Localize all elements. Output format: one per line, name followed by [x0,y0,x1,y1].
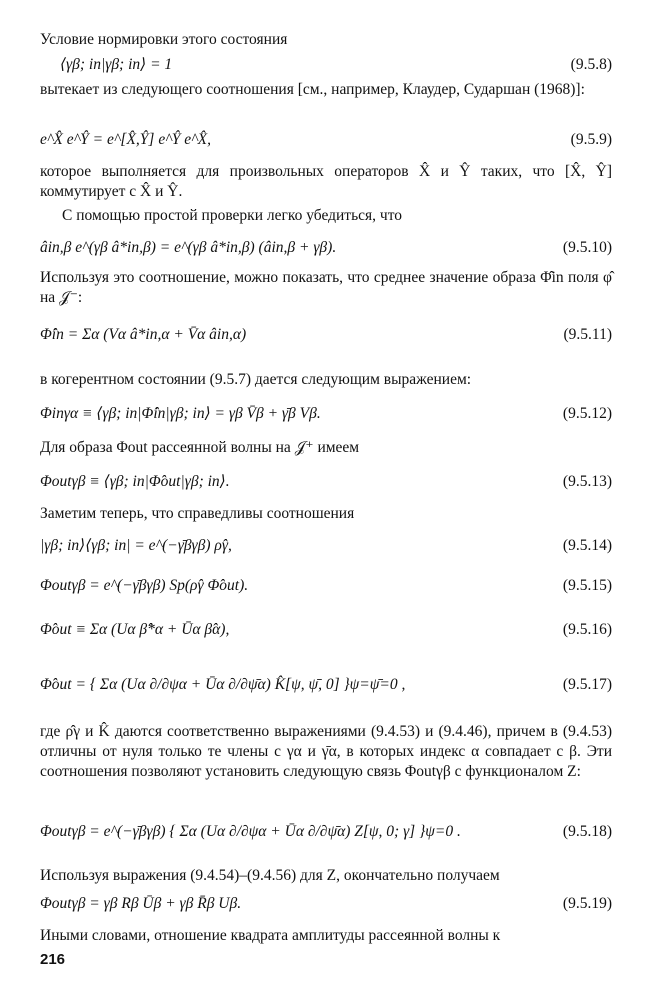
equation-number: (9.5.14) [562,537,612,554]
equation-9-5-12 [40,404,612,428]
equation-formula: Φ̂out ≡ Σα (Uα β̂*α + Ūα β̂α), [40,621,230,638]
equation-9-5-17 [40,675,612,699]
equation-number: (9.5.10) [562,239,612,256]
equation-9-5-18 [40,822,612,846]
paragraph-3: которое выполняется для произвольных операторов X̂ и Ŷ таких, что [X̂, Ŷ] коммутирует с X̂ и Ŷ. [40,163,612,201]
equation-formula: Φ̂in = Σα (Vα â*in,α + V̄α âin,α) [40,326,247,343]
paragraph-1: Условие нормировки этого состояния [40,31,288,48]
equation-formula: Φinγα ≡ ⟨γβ; in|Φ̂in|γβ; in⟩ = γβ V̄β + γ̄β Vβ. [40,405,321,422]
equation-9-5-16 [40,620,612,644]
equation-9-5-11 [40,325,612,349]
equation-number: (9.5.12) [562,405,612,422]
equation-9-5-13 [40,472,612,496]
equation-9-5-14 [40,536,612,560]
paragraph-11: Иными словами, отношение квадрата амплитуды рассеянной волны к [40,927,501,944]
equation-number: (9.5.11) [563,326,612,343]
paragraph-2: вытекает из следующего соотношения [см., например, Клаудер, Сударшан (1968)]: [40,81,585,98]
paragraph-5: Используя это соотношение, можно показать, что среднее значение образа Φ̂in поля φ̂ на 𝒥⁻: [40,269,612,307]
equation-number: (9.5.17) [562,676,612,693]
equation-number: (9.5.19) [562,895,612,912]
equation-number: (9.5.9) [570,131,612,148]
equation-9-5-19 [40,894,612,918]
equation-number: (9.5.8) [570,56,612,73]
paragraph-4: С помощью простой проверки легко убедиться, что [62,207,403,224]
equation-formula: âin,β e^(γβ â*in,β) = e^(γβ â*in,β) (âin,β + γβ). [40,239,337,256]
equation-number: (9.5.16) [562,621,612,638]
equation-formula: |γβ; in⟩⟨γβ; in| = e^(−γ̄βγβ) ρ̂γ, [40,537,232,554]
paragraph-9: где ρ̂γ и K̂ даются соответственно выражениями (9.4.53) и (9.4.46), причем в (9.4.53) отличны от нуля только те члены с γα и γ̄α, в которых индекс α совпадает с β. Эти соотношения позволяют установить следующую связь Φoutγβ с функционалом Z: [40,723,612,781]
page-number: 216 [40,951,66,968]
equation-9-5-9 [40,130,612,154]
equation-number: (9.5.18) [562,823,612,840]
equation-9-5-10 [40,238,612,262]
equation-number: (9.5.15) [562,577,612,594]
paragraph-6: в когерентном состоянии (9.5.7) дается следующим выражением: [40,371,472,388]
equation-formula: Φoutγβ = e^(−γ̄βγβ) { Σα (Uα ∂/∂ψα + Ūα ∂/∂ψ̄α) Z[ψ, 0; γ] }ψ=0 . [40,823,461,840]
equation-9-5-8 [40,55,612,79]
equation-number: (9.5.13) [562,473,612,490]
equation-formula: Φ̂out = { Σα (Uα ∂/∂ψα + Ūα ∂/∂ψ̄α) K̂[ψ, ψ̄, 0] }ψ=ψ̄=0 , [40,676,406,693]
equation-formula: ⟨γβ; in|γβ; in⟩ = 1 [60,56,173,73]
equation-formula: Φoutγβ = e^(−γ̄βγβ) Sp(ρ̂γ Φ̂out). [40,577,249,594]
equation-9-5-15 [40,576,612,600]
paragraph-10: Используя выражения (9.4.54)–(9.4.56) для Z, окончательно получаем [40,867,500,884]
paragraph-8: Заметим теперь, что справедливы соотношения [40,505,355,522]
paragraph-7: Для образа Φout рассеянной волны на 𝒥⁺ имеем [40,439,360,456]
equation-formula: Φoutγβ = γβ Rβ Ūβ + γβ R̄β Uβ. [40,895,242,912]
equation-formula: e^X̂ e^Ŷ = e^[X̂,Ŷ] e^Ŷ e^X̂, [40,131,212,148]
equation-formula: Φoutγβ ≡ ⟨γβ; in|Φ̂out|γβ; in⟩. [40,473,230,490]
